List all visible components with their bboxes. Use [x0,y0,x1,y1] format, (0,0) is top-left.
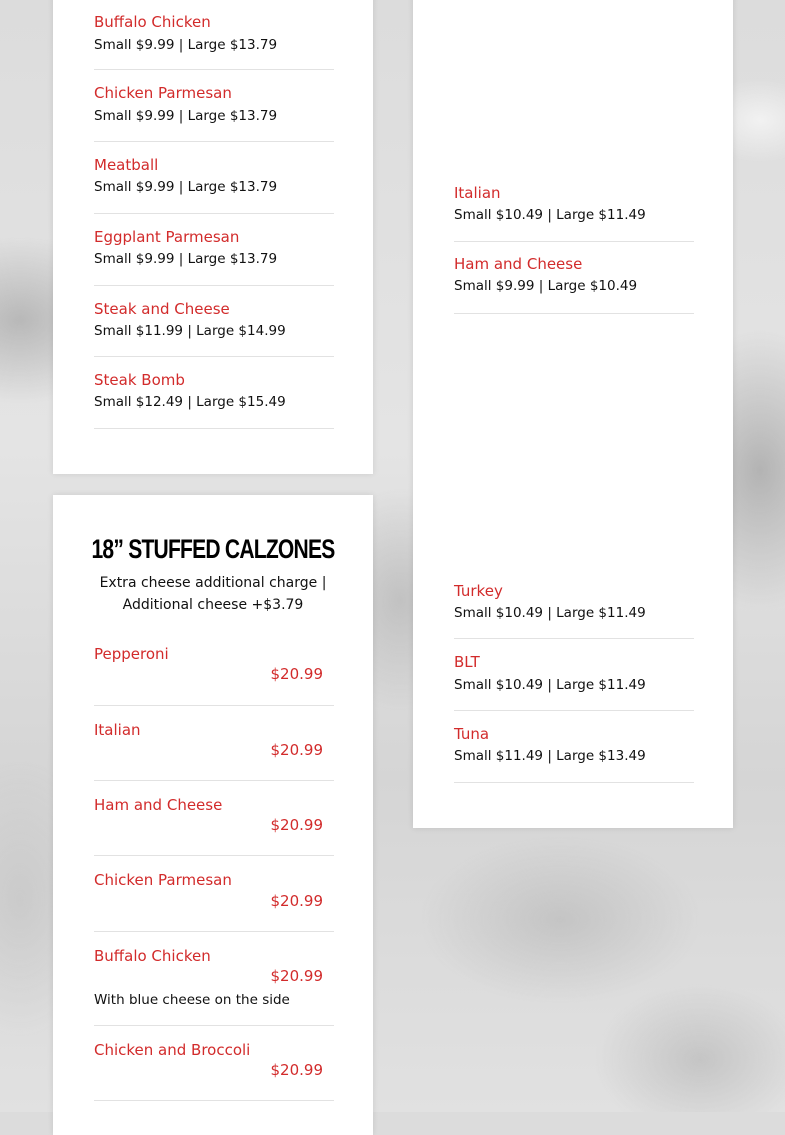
menu-item [94,635,334,706]
item-price: Small $12.49 | Large $15.49 [94,394,286,410]
menu-item [94,932,334,1026]
item-name: Chicken and Broccoli [94,1041,251,1059]
item-price: $20.99 [270,741,323,759]
item-name: Buffalo Chicken [94,947,211,965]
menu-item [454,171,694,242]
item-name: Ham and Cheese [94,796,223,814]
item-price: Small $10.49 | Large $11.49 [454,207,646,223]
item-price: $20.99 [270,1061,323,1079]
item-price: $20.99 [270,816,323,834]
item-price: Small $11.49 | Large $13.49 [454,748,646,764]
item-name: Tuna [454,725,490,743]
item-price: $20.99 [270,665,323,683]
menu-card-subs-left [53,0,373,474]
menu-item [454,242,694,314]
item-name: Chicken Parmesan [94,84,232,102]
item-name: Steak and Cheese [94,300,230,318]
menu-item [454,569,694,639]
menu-item [94,706,334,781]
item-price: Small $11.99 | Large $14.99 [94,323,286,339]
menu-item [94,856,334,932]
item-name: Eggplant Parmesan [94,228,240,246]
menu-item [94,0,334,70]
item-price: Small $9.99 | Large $13.79 [94,179,278,195]
item-description: With blue cheese on the side [94,992,290,1008]
section-note: Extra cheese additional charge | Additional cheese +$3.79 [99,575,327,613]
menu-item [454,639,694,711]
item-price: $20.99 [270,892,323,910]
item-name: Italian [94,721,141,739]
item-name: BLT [454,653,480,671]
menu-item [454,711,694,783]
menu-item [94,357,334,429]
item-price: Small $9.99 | Large $10.49 [454,278,638,294]
menu-item [94,286,334,357]
menu-item [94,1026,334,1101]
item-price: Small $10.49 | Large $11.49 [454,605,646,621]
item-price: Small $9.99 | Large $13.79 [94,251,278,267]
item-name: Chicken Parmesan [94,871,232,889]
item-name: Pepperoni [94,645,169,663]
item-name: Buffalo Chicken [94,13,211,31]
menu-item [94,142,334,214]
menu-card-calzones [53,495,373,1135]
menu-item [94,214,334,286]
item-price: Small $10.49 | Large $11.49 [454,677,646,693]
item-price: $20.99 [270,967,323,985]
section-title: 18” STUFFED CALZONES [91,534,335,564]
menu-item [94,70,334,142]
item-price: Small $9.99 | Large $13.79 [94,108,278,124]
item-name: Steak Bomb [94,371,185,389]
menu-card-subs-right [413,0,733,828]
item-name: Meatball [94,156,159,174]
item-name: Turkey [454,582,503,600]
item-name: Ham and Cheese [454,255,583,273]
item-price: Small $9.99 | Large $13.79 [94,37,278,53]
menu-item [94,781,334,856]
item-name: Italian [454,184,501,202]
